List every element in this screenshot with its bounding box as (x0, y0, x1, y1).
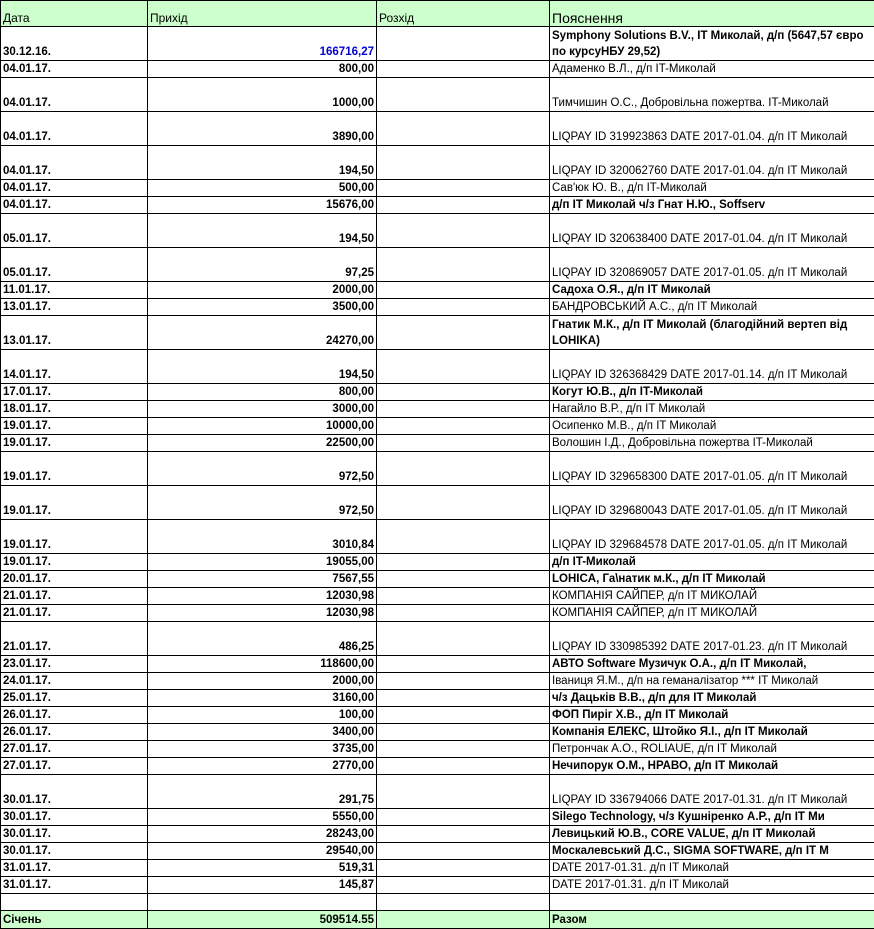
table-row (1, 146, 874, 180)
table-row (1, 452, 874, 486)
income-cell[interactable]: 800,00 (148, 384, 377, 401)
expense-cell[interactable] (377, 316, 550, 350)
expense-cell[interactable] (377, 197, 550, 214)
table-row (1, 384, 874, 401)
footer-expense[interactable] (377, 911, 550, 929)
expense-cell[interactable] (377, 452, 550, 486)
table-row (1, 486, 874, 520)
expense-cell[interactable] (377, 758, 550, 775)
date-cell[interactable]: 21.01.17. (1, 588, 148, 605)
date-cell[interactable]: 04.01.17. (1, 78, 148, 112)
date-cell[interactable]: 30.01.17. (1, 809, 148, 826)
expense-cell[interactable] (377, 622, 550, 656)
table-row (1, 299, 874, 316)
income-cell[interactable]: 3160,00 (148, 690, 377, 707)
income-cell[interactable]: 800,00 (148, 61, 377, 78)
date-cell[interactable]: 17.01.17. (1, 384, 148, 401)
expense-cell[interactable] (377, 571, 550, 588)
table-row (1, 435, 874, 452)
date-cell[interactable]: 14.01.17. (1, 350, 148, 384)
table-row (1, 61, 874, 78)
income-cell[interactable]: 24270,00 (148, 316, 377, 350)
header-date[interactable]: Дата (1, 1, 148, 27)
expense-cell[interactable] (377, 180, 550, 197)
note-cell[interactable]: КОМПАНІЯ САЙПЕР, д/п IT МИКОЛАЙ (550, 588, 874, 605)
date-cell[interactable]: 27.01.17. (1, 758, 148, 775)
date-cell[interactable]: 19.01.17. (1, 520, 148, 554)
expense-cell[interactable] (377, 418, 550, 435)
note-cell[interactable]: Левицький Ю.В., CORE VALUE, д/п IT Миколай (550, 826, 874, 843)
expense-cell[interactable] (377, 775, 550, 809)
income-cell[interactable]: 3500,00 (148, 299, 377, 316)
date-cell[interactable]: 19.01.17. (1, 452, 148, 486)
income-cell[interactable]: 166716,27 (148, 27, 377, 61)
income-cell[interactable]: 972,50 (148, 486, 377, 520)
note-cell[interactable]: Когут Ю.В., д/п IT-Миколай (550, 384, 874, 401)
date-cell[interactable]: 05.01.17. (1, 214, 148, 248)
income-cell[interactable]: 519,31 (148, 860, 377, 877)
note-cell[interactable]: Silego Technology, ч/з Кушніренко А.Р., д/п IT Ми (550, 809, 874, 826)
footer-label[interactable]: Січень (1, 911, 148, 929)
note-cell[interactable]: д/п IT-Миколай (550, 554, 874, 571)
date-cell[interactable]: 18.01.17. (1, 401, 148, 418)
table-row (1, 758, 874, 775)
note-cell[interactable]: АВТО Software Музичук О.А., д/п IT Миколай, (550, 656, 874, 673)
table-row (1, 180, 874, 197)
date-cell[interactable]: 25.01.17. (1, 690, 148, 707)
sheet-body (1, 1, 874, 911)
expense-cell[interactable] (377, 741, 550, 758)
note-cell[interactable]: Іваниця Я.М., д/п на геманалізатор *** IT Миколай (550, 673, 874, 690)
note-cell[interactable]: LIQPAY ID 329658300 DATE 2017-01.05. д/п IT Миколай (550, 452, 874, 486)
note-cell[interactable]: LIQPAY ID 320638400 DATE 2017-01.04. д/п IT Миколай (550, 214, 874, 248)
table-row (1, 826, 874, 843)
date-cell[interactable]: 21.01.17. (1, 622, 148, 656)
note-cell[interactable]: Адаменко В.Л., д/п IT-Миколай (550, 61, 874, 78)
expense-cell[interactable] (377, 843, 550, 860)
note-cell[interactable]: LIQPAY ID 320062760 DATE 2017-01.04. д/п IT Миколай (550, 146, 874, 180)
income-cell[interactable]: 486,25 (148, 622, 377, 656)
note-cell[interactable]: БАНДРОВСЬКИЙ А.С., д/п IT Миколай (550, 299, 874, 316)
expense-cell[interactable] (377, 690, 550, 707)
table-row (1, 622, 874, 656)
table-row (1, 571, 874, 588)
date-cell[interactable]: 27.01.17. (1, 741, 148, 758)
table-row (1, 214, 874, 248)
table-row (1, 775, 874, 809)
note-cell[interactable]: LIQPAY ID 326368429 DATE 2017-01.14. д/п IT Миколай (550, 350, 874, 384)
income-cell[interactable]: 10000,00 (148, 418, 377, 435)
expense-cell[interactable] (377, 877, 550, 894)
header-note[interactable]: Пояснення (550, 1, 874, 27)
income-cell[interactable]: 7567,55 (148, 571, 377, 588)
table-row (1, 350, 874, 384)
income-cell[interactable]: 972,50 (148, 452, 377, 486)
date-cell[interactable]: 24.01.17. (1, 673, 148, 690)
expense-cell[interactable] (377, 588, 550, 605)
note-cell[interactable]: DATE 2017-01.31. д/п IT Миколай (550, 877, 874, 894)
income-cell[interactable]: 145,87 (148, 877, 377, 894)
table-row (1, 843, 874, 860)
table-row (1, 282, 874, 299)
table-row (1, 78, 874, 112)
table-row (1, 809, 874, 826)
income-cell[interactable]: 3890,00 (148, 112, 377, 146)
footer-note[interactable]: Разом (550, 911, 874, 929)
note-cell[interactable]: LIQPAY ID 329684578 DATE 2017-01.05. д/п IT Миколай (550, 520, 874, 554)
date-cell[interactable]: 30.01.17. (1, 826, 148, 843)
expense-cell[interactable] (377, 656, 550, 673)
table-row (1, 860, 874, 877)
income-cell[interactable]: 194,50 (148, 350, 377, 384)
table-row (1, 27, 874, 61)
date-cell[interactable]: 20.01.17. (1, 571, 148, 588)
expense-cell[interactable] (377, 146, 550, 180)
expense-cell[interactable] (377, 554, 550, 571)
income-cell[interactable]: 2000,00 (148, 673, 377, 690)
note-cell[interactable]: Нагайло В.Р., д/п IT Миколай (550, 401, 874, 418)
note-cell[interactable]: КОМПАНІЯ САЙПЕР, д/п IT МИКОЛАЙ (550, 605, 874, 622)
note-cell[interactable]: ФОП Пиріг Х.В., д/п IT Миколай (550, 707, 874, 724)
expense-cell[interactable] (377, 486, 550, 520)
table-row (1, 418, 874, 435)
income-cell[interactable]: 291,75 (148, 775, 377, 809)
income-cell[interactable]: 194,50 (148, 146, 377, 180)
table-row (1, 877, 874, 894)
expense-cell[interactable] (377, 605, 550, 622)
income-cell[interactable]: 12030,98 (148, 588, 377, 605)
note-cell[interactable]: д/п IT Миколай ч/з Гнат Н.Ю., Soffserv (550, 197, 874, 214)
income-cell[interactable]: 12030,98 (148, 605, 377, 622)
header-row (1, 1, 874, 27)
income-cell[interactable]: 19055,00 (148, 554, 377, 571)
expense-cell[interactable] (377, 248, 550, 282)
table-row (1, 724, 874, 741)
date-cell[interactable]: 13.01.17. (1, 316, 148, 350)
income-cell[interactable]: 28243,00 (148, 826, 377, 843)
expense-cell[interactable] (377, 214, 550, 248)
table-row (1, 554, 874, 571)
expense-cell[interactable] (377, 724, 550, 741)
expense-cell[interactable] (377, 435, 550, 452)
income-cell[interactable]: 194,50 (148, 214, 377, 248)
table-row (1, 894, 874, 911)
date-cell[interactable]: 04.01.17. (1, 197, 148, 214)
date-cell[interactable]: 26.01.17. (1, 707, 148, 724)
income-cell[interactable]: 15676,00 (148, 197, 377, 214)
date-cell[interactable]: 11.01.17. (1, 282, 148, 299)
expense-cell[interactable] (377, 809, 550, 826)
table-row (1, 316, 874, 350)
table-row (1, 673, 874, 690)
income-cell[interactable]: 2000,00 (148, 282, 377, 299)
expense-cell[interactable] (377, 520, 550, 554)
note-cell[interactable]: LIQPAY ID 319923863 DATE 2017-01.04. д/п IT Миколай (550, 112, 874, 146)
table-row (1, 112, 874, 146)
expense-cell[interactable] (377, 826, 550, 843)
income-cell[interactable]: 22500,00 (148, 435, 377, 452)
table-row (1, 197, 874, 214)
note-cell[interactable]: Компанія ЕЛЕКС, Штойко Я.І., д/п IT Миколай (550, 724, 874, 741)
note-cell[interactable]: Symphony Solutions B.V., IT Миколай, д/п (5647,57 євро по курсуНБУ 29,52) (550, 27, 874, 61)
note-cell[interactable]: Осипенко М.В., д/п IT Миколай (550, 418, 874, 435)
income-cell[interactable]: 3400,00 (148, 724, 377, 741)
note-cell[interactable] (550, 894, 874, 911)
note-cell[interactable]: LIQPAY ID 320869057 DATE 2017-01.05. д/п IT Миколай (550, 248, 874, 282)
sheet-footer (1, 911, 874, 929)
table-row (1, 605, 874, 622)
note-cell[interactable]: Москалевський Д.С., SIGMA SOFTWARE, д/п IT М (550, 843, 874, 860)
date-cell[interactable]: 21.01.17. (1, 605, 148, 622)
expense-cell[interactable] (377, 27, 550, 61)
date-cell[interactable] (1, 894, 148, 911)
date-cell[interactable]: 04.01.17. (1, 180, 148, 197)
table-row (1, 656, 874, 673)
footer-row (1, 911, 874, 929)
income-cell[interactable]: 118600,00 (148, 656, 377, 673)
expense-cell[interactable] (377, 282, 550, 299)
table-row (1, 520, 874, 554)
date-cell[interactable]: 19.01.17. (1, 435, 148, 452)
income-cell[interactable]: 97,25 (148, 248, 377, 282)
note-cell[interactable]: LIQPAY ID 336794066 DATE 2017-01.31. д/п IT Миколай (550, 775, 874, 809)
header-expense[interactable]: Розхід (377, 1, 550, 27)
note-cell[interactable]: Петрончак А.О., ROLIAUE, д/п IT Миколай (550, 741, 874, 758)
note-cell[interactable]: LOHICA, Га\натик м.К., д/п IT Миколай (550, 571, 874, 588)
date-cell[interactable]: 13.01.17. (1, 299, 148, 316)
income-cell[interactable]: 1000,00 (148, 78, 377, 112)
income-cell[interactable]: 500,00 (148, 180, 377, 197)
note-cell[interactable]: Садоха О.Я., д/п IT Миколай (550, 282, 874, 299)
note-cell[interactable]: ч/з Дацьків В.В., д/п для IT Миколай (550, 690, 874, 707)
expense-cell[interactable] (377, 894, 550, 911)
date-cell[interactable]: 19.01.17. (1, 554, 148, 571)
table-row (1, 401, 874, 418)
income-cell[interactable]: 3010,84 (148, 520, 377, 554)
date-cell[interactable]: 26.01.17. (1, 724, 148, 741)
table-row (1, 707, 874, 724)
date-cell[interactable]: 30.12.16. (1, 27, 148, 61)
income-cell[interactable]: 100,00 (148, 707, 377, 724)
table-row (1, 588, 874, 605)
date-cell[interactable]: 31.01.17. (1, 860, 148, 877)
note-cell[interactable]: LIQPAY ID 329680043 DATE 2017-01.05. д/п IT Миколай (550, 486, 874, 520)
date-cell[interactable]: 04.01.17. (1, 61, 148, 78)
expense-cell[interactable] (377, 61, 550, 78)
table-row (1, 741, 874, 758)
income-cell[interactable]: 3000,00 (148, 401, 377, 418)
date-cell[interactable]: 05.01.17. (1, 248, 148, 282)
expense-cell[interactable] (377, 78, 550, 112)
expense-cell[interactable] (377, 384, 550, 401)
date-cell[interactable]: 30.01.17. (1, 775, 148, 809)
date-cell[interactable]: 30.01.17. (1, 843, 148, 860)
date-cell[interactable]: 04.01.17. (1, 146, 148, 180)
income-cell[interactable]: 3735,00 (148, 741, 377, 758)
date-cell[interactable]: 19.01.17. (1, 486, 148, 520)
date-cell[interactable]: 19.01.17. (1, 418, 148, 435)
footer-total[interactable]: 509514.55 (148, 911, 377, 929)
note-cell[interactable]: Сав'юк Ю. В., д/п IT-Миколай (550, 180, 874, 197)
note-cell[interactable]: Тимчишин О.С., Добровільна пожертва. IT-Миколай (550, 78, 874, 112)
expense-cell[interactable] (377, 707, 550, 724)
income-cell[interactable]: 2770,00 (148, 758, 377, 775)
expense-cell[interactable] (377, 350, 550, 384)
note-cell[interactable]: Гнатик М.К., д/п IT Миколай (благодійний вертеп від LOHIKA) (550, 316, 874, 350)
header-income[interactable]: Прихід (148, 1, 377, 27)
note-cell[interactable]: LIQPAY ID 330985392 DATE 2017-01.23. д/п IT Миколай (550, 622, 874, 656)
income-cell[interactable]: 29540,00 (148, 843, 377, 860)
table-row (1, 248, 874, 282)
income-cell[interactable]: 5550,00 (148, 809, 377, 826)
note-cell[interactable]: DATE 2017-01.31. д/п IT Миколай (550, 860, 874, 877)
table-row (1, 690, 874, 707)
date-cell[interactable]: 04.01.17. (1, 112, 148, 146)
date-cell[interactable]: 31.01.17. (1, 877, 148, 894)
expense-cell[interactable] (377, 299, 550, 316)
note-cell[interactable]: Нечипорук О.М., НРАВО, д/п IT Миколай (550, 758, 874, 775)
note-cell[interactable]: Волошин І.Д., Добровільна пожертва IT-Миколай (550, 435, 874, 452)
expense-cell[interactable] (377, 112, 550, 146)
expense-cell[interactable] (377, 673, 550, 690)
date-cell[interactable]: 23.01.17. (1, 656, 148, 673)
income-cell[interactable] (148, 894, 377, 911)
expense-cell[interactable] (377, 860, 550, 877)
expense-cell[interactable] (377, 401, 550, 418)
